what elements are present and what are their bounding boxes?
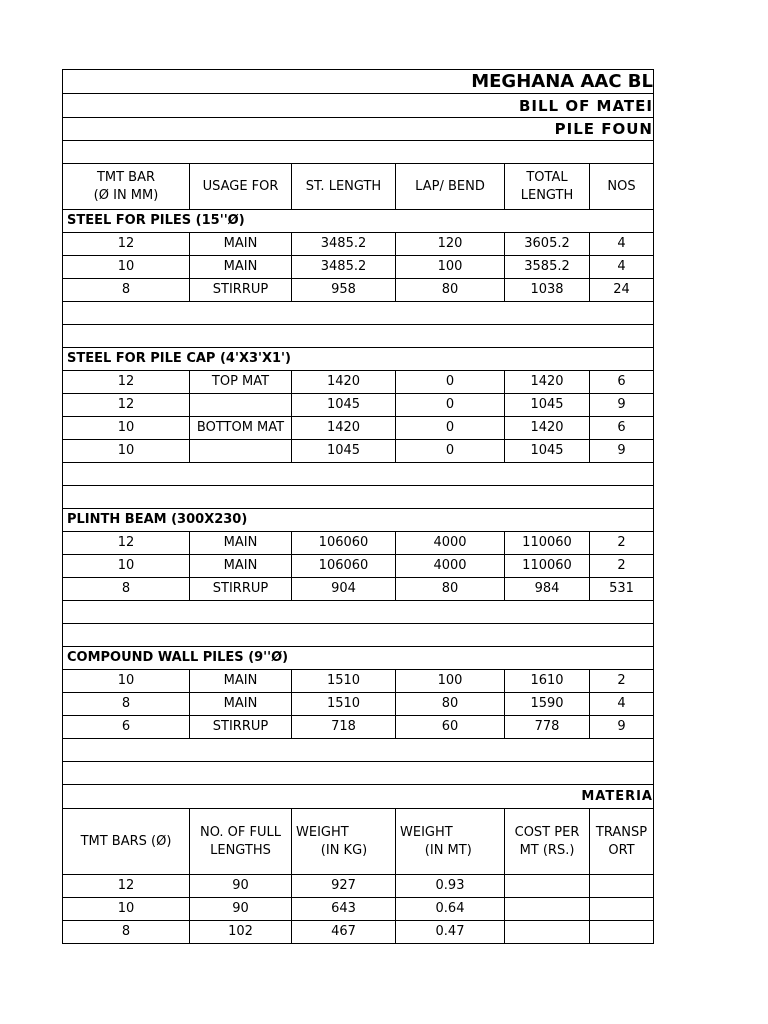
table-row	[62, 670, 654, 693]
cell-full: 90	[190, 875, 292, 897]
cell-dia: 12	[63, 532, 190, 554]
table-row	[62, 693, 654, 716]
cell-total: 110060	[505, 532, 590, 554]
table-row	[62, 898, 654, 921]
cell-total: 1590	[505, 693, 590, 715]
table-row	[62, 716, 654, 739]
cell-lap: 4000	[396, 532, 505, 554]
cell-dia: 10	[63, 898, 190, 920]
table-row	[62, 440, 654, 463]
company-title: MEGHANA AAC BL	[471, 70, 653, 92]
cell-st: 3485.2	[292, 256, 396, 278]
cell-kg: 467	[292, 921, 396, 943]
cell-lap: 0	[396, 394, 505, 416]
cell-dia: 10	[63, 440, 190, 462]
cell-nos: 4	[617, 259, 626, 274]
section-pilecap-title: STEEL FOR PILE CAP (4'X3'X1')	[67, 351, 291, 366]
section-piles-title: STEEL FOR PILES (15''Ø)	[67, 213, 245, 228]
cell-usage	[190, 394, 292, 416]
section-header	[62, 210, 654, 233]
cell-dia: 12	[63, 394, 190, 416]
cell-lap: 120	[396, 233, 505, 255]
cell-usage	[190, 440, 292, 462]
cell-full: 102	[190, 921, 292, 943]
cell-total: 778	[505, 716, 590, 738]
cell-st: 1420	[292, 417, 396, 439]
pile-foundation-title: PILE FOUN	[554, 120, 653, 138]
cell-usage: MAIN	[190, 256, 292, 278]
cell-usage: MAIN	[190, 555, 292, 577]
cell-nos: 531	[609, 581, 634, 596]
cell-dia: 10	[63, 256, 190, 278]
cell-usage: MAIN	[190, 670, 292, 692]
cell-dia: 10	[63, 555, 190, 577]
cell-mt: 0.93	[396, 875, 505, 897]
blank-row	[62, 624, 654, 647]
table-row	[62, 417, 654, 440]
cell-st: 106060	[292, 532, 396, 554]
blank-row	[62, 601, 654, 624]
material-header	[62, 809, 654, 875]
cell-total: 3605.2	[505, 233, 590, 255]
cell-st: 904	[292, 578, 396, 600]
cell-dia: 12	[63, 371, 190, 393]
cell-kg: 643	[292, 898, 396, 920]
header-nos: NOS	[607, 178, 636, 194]
section-header	[62, 647, 654, 670]
blank-row	[62, 325, 654, 348]
blank-row	[62, 463, 654, 486]
section-plinth-title: PLINTH BEAM (300X230)	[67, 512, 248, 527]
cell-total: 110060	[505, 555, 590, 577]
cell-nos: 4	[617, 236, 626, 251]
cell-nos: 2	[617, 535, 626, 550]
table-row	[62, 279, 654, 302]
cell-trans	[590, 921, 653, 943]
subtitle2-row	[62, 118, 654, 141]
cell-total: 1038	[505, 279, 590, 301]
cell-dia: 8	[63, 921, 190, 943]
cell-st: 1045	[292, 440, 396, 462]
cell-dia: 12	[63, 233, 190, 255]
mat-header-cost: COST PER MT (RS.)	[505, 809, 590, 874]
cell-st: 3485.2	[292, 233, 396, 255]
header-tmt-bar: TMT BAR (Ø IN MM)	[63, 164, 190, 209]
section-header	[62, 509, 654, 532]
cell-dia: 10	[63, 417, 190, 439]
header-lap-bend: LAP/ BEND	[396, 164, 505, 209]
header-usage: USAGE FOR	[190, 164, 292, 209]
table-row	[62, 875, 654, 898]
cell-cost	[505, 921, 590, 943]
cell-lap: 80	[396, 693, 505, 715]
subtitle-row	[62, 94, 654, 118]
cell-trans	[590, 875, 653, 897]
cell-usage: MAIN	[190, 532, 292, 554]
cell-lap: 0	[396, 417, 505, 439]
material-title: MATERIA	[581, 788, 653, 804]
cell-nos: 9	[617, 397, 626, 412]
cell-lap: 80	[396, 279, 505, 301]
cell-kg: 927	[292, 875, 396, 897]
cell-lap: 100	[396, 256, 505, 278]
mat-header-weight-kg: WEIGHT (IN KG)	[292, 809, 396, 874]
table-row	[62, 394, 654, 417]
cell-dia: 8	[63, 578, 190, 600]
cell-nos: 9	[617, 719, 626, 734]
blank-row	[62, 486, 654, 509]
table-row	[62, 532, 654, 555]
cell-total: 1045	[505, 394, 590, 416]
cell-mt: 0.64	[396, 898, 505, 920]
cell-nos: 2	[617, 673, 626, 688]
title-row	[62, 70, 654, 94]
blank-row	[62, 739, 654, 762]
cell-mt: 0.47	[396, 921, 505, 943]
cell-dia: 8	[63, 279, 190, 301]
section-header	[62, 348, 654, 371]
cell-usage: STIRRUP	[190, 279, 292, 301]
mat-header-weight-mt: WEIGHT (IN MT)	[396, 809, 505, 874]
bill-of-materials-title: BILL OF MATEI	[518, 96, 653, 115]
cell-lap: 0	[396, 371, 505, 393]
cell-st: 1045	[292, 394, 396, 416]
cell-lap: 0	[396, 440, 505, 462]
cell-lap: 100	[396, 670, 505, 692]
blank-row	[62, 762, 654, 785]
cell-total: 1420	[505, 371, 590, 393]
cell-cost	[505, 875, 590, 897]
blank-row	[62, 302, 654, 325]
cell-st: 1510	[292, 693, 396, 715]
cell-lap: 4000	[396, 555, 505, 577]
cell-nos: 4	[617, 696, 626, 711]
table-row	[62, 578, 654, 601]
table-row	[62, 371, 654, 394]
cell-st: 958	[292, 279, 396, 301]
cell-dia: 6	[63, 716, 190, 738]
table-row	[62, 233, 654, 256]
cell-total: 1420	[505, 417, 590, 439]
material-title-row	[62, 785, 654, 809]
cell-usage: MAIN	[190, 233, 292, 255]
cell-nos: 2	[617, 558, 626, 573]
cell-lap: 60	[396, 716, 505, 738]
cell-total: 984	[505, 578, 590, 600]
cell-usage: BOTTOM MAT	[190, 417, 292, 439]
cell-cost	[505, 898, 590, 920]
cell-st: 1510	[292, 670, 396, 692]
cell-dia: 10	[63, 670, 190, 692]
cell-dia: 12	[63, 875, 190, 897]
cell-total: 1610	[505, 670, 590, 692]
table-header	[62, 164, 654, 210]
cell-usage: STIRRUP	[190, 716, 292, 738]
mat-header-bars: TMT BARS (Ø)	[63, 809, 190, 874]
mat-header-full-lengths: NO. OF FULL LENGTHS	[190, 809, 292, 874]
cell-usage: TOP MAT	[190, 371, 292, 393]
cell-nos: 24	[613, 282, 630, 297]
blank-row	[62, 141, 654, 164]
cell-usage: STIRRUP	[190, 578, 292, 600]
cell-nos: 6	[617, 374, 626, 389]
cell-st: 718	[292, 716, 396, 738]
header-total-length: TOTAL LENGTH	[505, 164, 590, 209]
cell-full: 90	[190, 898, 292, 920]
header-st-length: ST. LENGTH	[292, 164, 396, 209]
cell-st: 106060	[292, 555, 396, 577]
table-row	[62, 256, 654, 279]
section-wall-title: COMPOUND WALL PILES (9''Ø)	[67, 650, 289, 665]
spreadsheet	[62, 69, 654, 944]
table-row	[62, 921, 654, 944]
table-row	[62, 555, 654, 578]
cell-st: 1420	[292, 371, 396, 393]
cell-dia: 8	[63, 693, 190, 715]
cell-nos: 9	[617, 443, 626, 458]
cell-trans	[590, 898, 653, 920]
cell-total: 3585.2	[505, 256, 590, 278]
mat-header-transport: TRANSP ORT	[595, 824, 648, 858]
cell-total: 1045	[505, 440, 590, 462]
cell-nos: 6	[617, 420, 626, 435]
cell-lap: 80	[396, 578, 505, 600]
cell-usage: MAIN	[190, 693, 292, 715]
